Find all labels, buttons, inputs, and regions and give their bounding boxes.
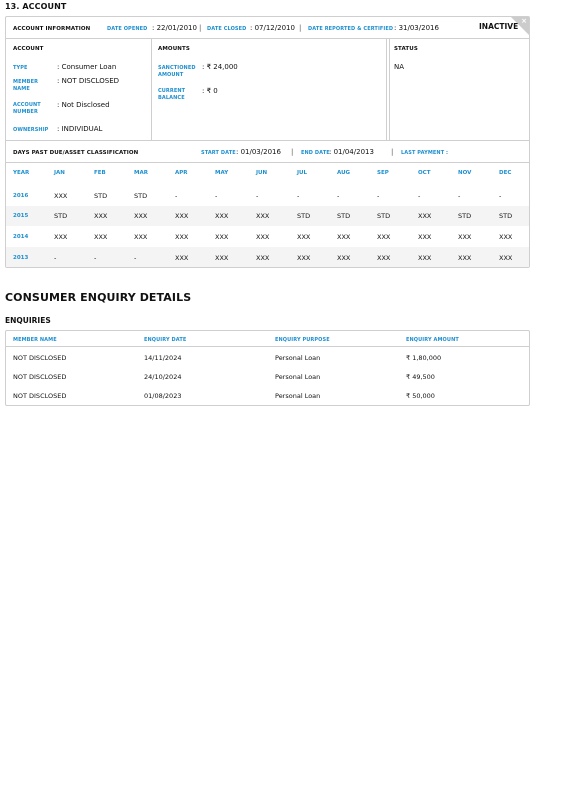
- enquiry-cell: NOT DISCLOSED: [13, 354, 67, 362]
- separator: |: [199, 24, 202, 32]
- dpd-column-header: OCT: [418, 170, 431, 176]
- enquiry-cell: NOT DISCLOSED: [13, 392, 67, 400]
- dpd-grid: [6, 17, 529, 267]
- dpd-label: DAYS PAST DUE/ASSET CLASSIFICATION: [13, 150, 139, 156]
- enquiry-cell: Personal Loan: [275, 373, 321, 381]
- enquiry-cell: ₹ 49,500: [406, 373, 435, 381]
- dpd-cell: XXX: [499, 254, 513, 262]
- member-name-value: : NOT DISCLOSED: [57, 77, 120, 85]
- dpd-cell: -: [175, 192, 178, 200]
- dpd-cell: STD: [54, 212, 68, 220]
- dpd-cell: XXX: [94, 212, 108, 220]
- dpd-cell: -: [499, 192, 502, 200]
- dpd-year-cell: 2015: [13, 213, 29, 219]
- dpd-cell: XXX: [377, 254, 391, 262]
- dpd-cell: STD: [337, 212, 351, 220]
- enquiry-column-header: ENQUIRY PURPOSE: [275, 337, 330, 343]
- dpd-cell: -: [458, 192, 461, 200]
- date-opened-value: : 22/01/2010: [152, 24, 197, 32]
- account-info-label: ACCOUNT INFORMATION: [13, 26, 91, 32]
- dpd-cell: -: [134, 254, 137, 262]
- date-closed-value: : 07/12/2010: [250, 24, 295, 32]
- section-title: 13. ACCOUNT: [5, 2, 67, 11]
- current-balance-label: CURRENT BALANCE: [158, 88, 186, 101]
- amounts-header: AMOUNTS: [158, 46, 190, 52]
- account-card: [5, 16, 530, 268]
- date-opened-label: DATE OPENED: [107, 26, 148, 32]
- enquiry-cell: 01/08/2023: [144, 392, 182, 400]
- dpd-cell: XXX: [297, 233, 311, 241]
- dpd-cell: STD: [499, 212, 513, 220]
- dpd-cell: -: [418, 192, 421, 200]
- dpd-column-header: AUG: [337, 170, 351, 176]
- dpd-column-header: JUN: [256, 170, 268, 176]
- type-label: TYPE: [13, 65, 28, 71]
- enquiry-cell: 14/11/2024: [144, 354, 182, 362]
- dpd-column-header: JUL: [297, 170, 308, 176]
- enquiries-subtitle: ENQUIRIES: [5, 316, 51, 325]
- dpd-cell: XXX: [256, 233, 270, 241]
- enquiry-cell: NOT DISCLOSED: [13, 373, 67, 381]
- dpd-column-header: YEAR: [13, 170, 30, 176]
- dpd-cell: XXX: [458, 233, 472, 241]
- status-badge: INACTIVE: [479, 22, 519, 31]
- ownership-label: OWNERSHIP: [13, 127, 49, 133]
- enquiry-column-header: MEMBER NAME: [13, 337, 57, 343]
- account-header: ACCOUNT: [13, 46, 44, 52]
- current-balance-value: : ₹ 0: [202, 87, 218, 95]
- dpd-cell: XXX: [94, 233, 108, 241]
- separator: |: [291, 148, 294, 156]
- date-closed-label: DATE CLOSED: [207, 26, 247, 32]
- dpd-cell: XXX: [256, 254, 270, 262]
- enquiry-column-header: ENQUIRY DATE: [144, 337, 187, 343]
- dpd-cell: -: [54, 254, 57, 262]
- dpd-column-header: JAN: [54, 170, 65, 176]
- enquiry-cell: Personal Loan: [275, 392, 321, 400]
- dpd-cell: XXX: [418, 233, 432, 241]
- dpd-cell: XXX: [175, 233, 189, 241]
- dpd-cell: XXX: [297, 254, 311, 262]
- dpd-cell: XXX: [134, 233, 148, 241]
- dpd-cell: XXX: [499, 233, 513, 241]
- dpd-cell: -: [337, 192, 340, 200]
- dpd-cell: -: [297, 192, 300, 200]
- dpd-column-header: MAY: [215, 170, 229, 176]
- dpd-cell: -: [215, 192, 218, 200]
- dpd-year-cell: 2014: [13, 234, 29, 240]
- dpd-cell: XXX: [418, 254, 432, 262]
- dpd-cell: -: [94, 254, 97, 262]
- dpd-column-header: NOV: [458, 170, 472, 176]
- dpd-cell: STD: [94, 192, 108, 200]
- dpd-column-header: SEP: [377, 170, 389, 176]
- sanctioned-amount-label: SANCTIONED AMOUNT: [158, 65, 196, 78]
- dpd-cell: XXX: [418, 212, 432, 220]
- type-value: : Consumer Loan: [57, 63, 117, 71]
- enquiry-title: CONSUMER ENQUIRY DETAILS: [5, 291, 192, 304]
- dpd-cell: STD: [458, 212, 472, 220]
- divider: [6, 346, 529, 347]
- enquiry-cell: ₹ 1,80,000: [406, 354, 442, 362]
- enquiry-cell: Personal Loan: [275, 354, 321, 362]
- dpd-column-header: DEC: [499, 170, 512, 176]
- dpd-year-cell: 2016: [13, 193, 29, 199]
- start-date-label: START DATE: [201, 150, 236, 156]
- ownership-value: : INDIVIDUAL: [57, 125, 103, 133]
- dpd-cell: XXX: [256, 212, 270, 220]
- enquiry-table: [6, 331, 529, 405]
- dpd-cell: XXX: [337, 233, 351, 241]
- dpd-cell: XXX: [175, 254, 189, 262]
- account-number-label: ACCOUNT NUMBER: [13, 102, 41, 115]
- end-date-label: END DATE: [301, 150, 330, 156]
- dpd-cell: XXX: [215, 254, 229, 262]
- dpd-cell: XXX: [337, 254, 351, 262]
- dpd-cell: STD: [134, 192, 148, 200]
- account-number-value: : Not Disclosed: [57, 101, 110, 109]
- dpd-cell: STD: [297, 212, 311, 220]
- date-reported-value: : 31/03/2016: [394, 24, 439, 32]
- status-header: STATUS: [394, 46, 418, 52]
- dpd-cell: XXX: [215, 212, 229, 220]
- dpd-cell: XXX: [377, 233, 391, 241]
- close-icon[interactable]: ×: [521, 17, 527, 25]
- status-value: NA: [394, 63, 405, 71]
- dpd-column-header: MAR: [134, 170, 148, 176]
- date-reported-label: DATE REPORTED & CERTIFIED: [308, 26, 394, 32]
- dpd-year-cell: 2013: [13, 255, 29, 261]
- dpd-cell: XXX: [458, 254, 472, 262]
- dpd-cell: XXX: [54, 192, 68, 200]
- dpd-cell: -: [256, 192, 259, 200]
- sanctioned-amount-value: : ₹ 24,000: [202, 63, 238, 71]
- dpd-cell: -: [377, 192, 380, 200]
- enquiry-cell: 24/10/2024: [144, 373, 182, 381]
- dpd-cell: XXX: [175, 212, 189, 220]
- dpd-column-header: FEB: [94, 170, 106, 176]
- enquiry-card: [5, 330, 530, 406]
- dpd-cell: XXX: [134, 212, 148, 220]
- end-date-value: : 01/04/2013: [329, 148, 374, 156]
- member-name-label: MEMBER NAME: [13, 79, 39, 92]
- separator: |: [391, 148, 394, 156]
- dpd-cell: XXX: [215, 233, 229, 241]
- dpd-cell: STD: [377, 212, 391, 220]
- separator: |: [299, 24, 302, 32]
- dpd-column-header: APR: [175, 170, 188, 176]
- enquiry-column-header: ENQUIRY AMOUNT: [406, 337, 459, 343]
- start-date-value: : 01/03/2016: [236, 148, 281, 156]
- enquiry-cell: ₹ 50,000: [406, 392, 435, 400]
- dpd-cell: XXX: [54, 233, 68, 241]
- last-payment-label: LAST PAYMENT :: [401, 150, 449, 156]
